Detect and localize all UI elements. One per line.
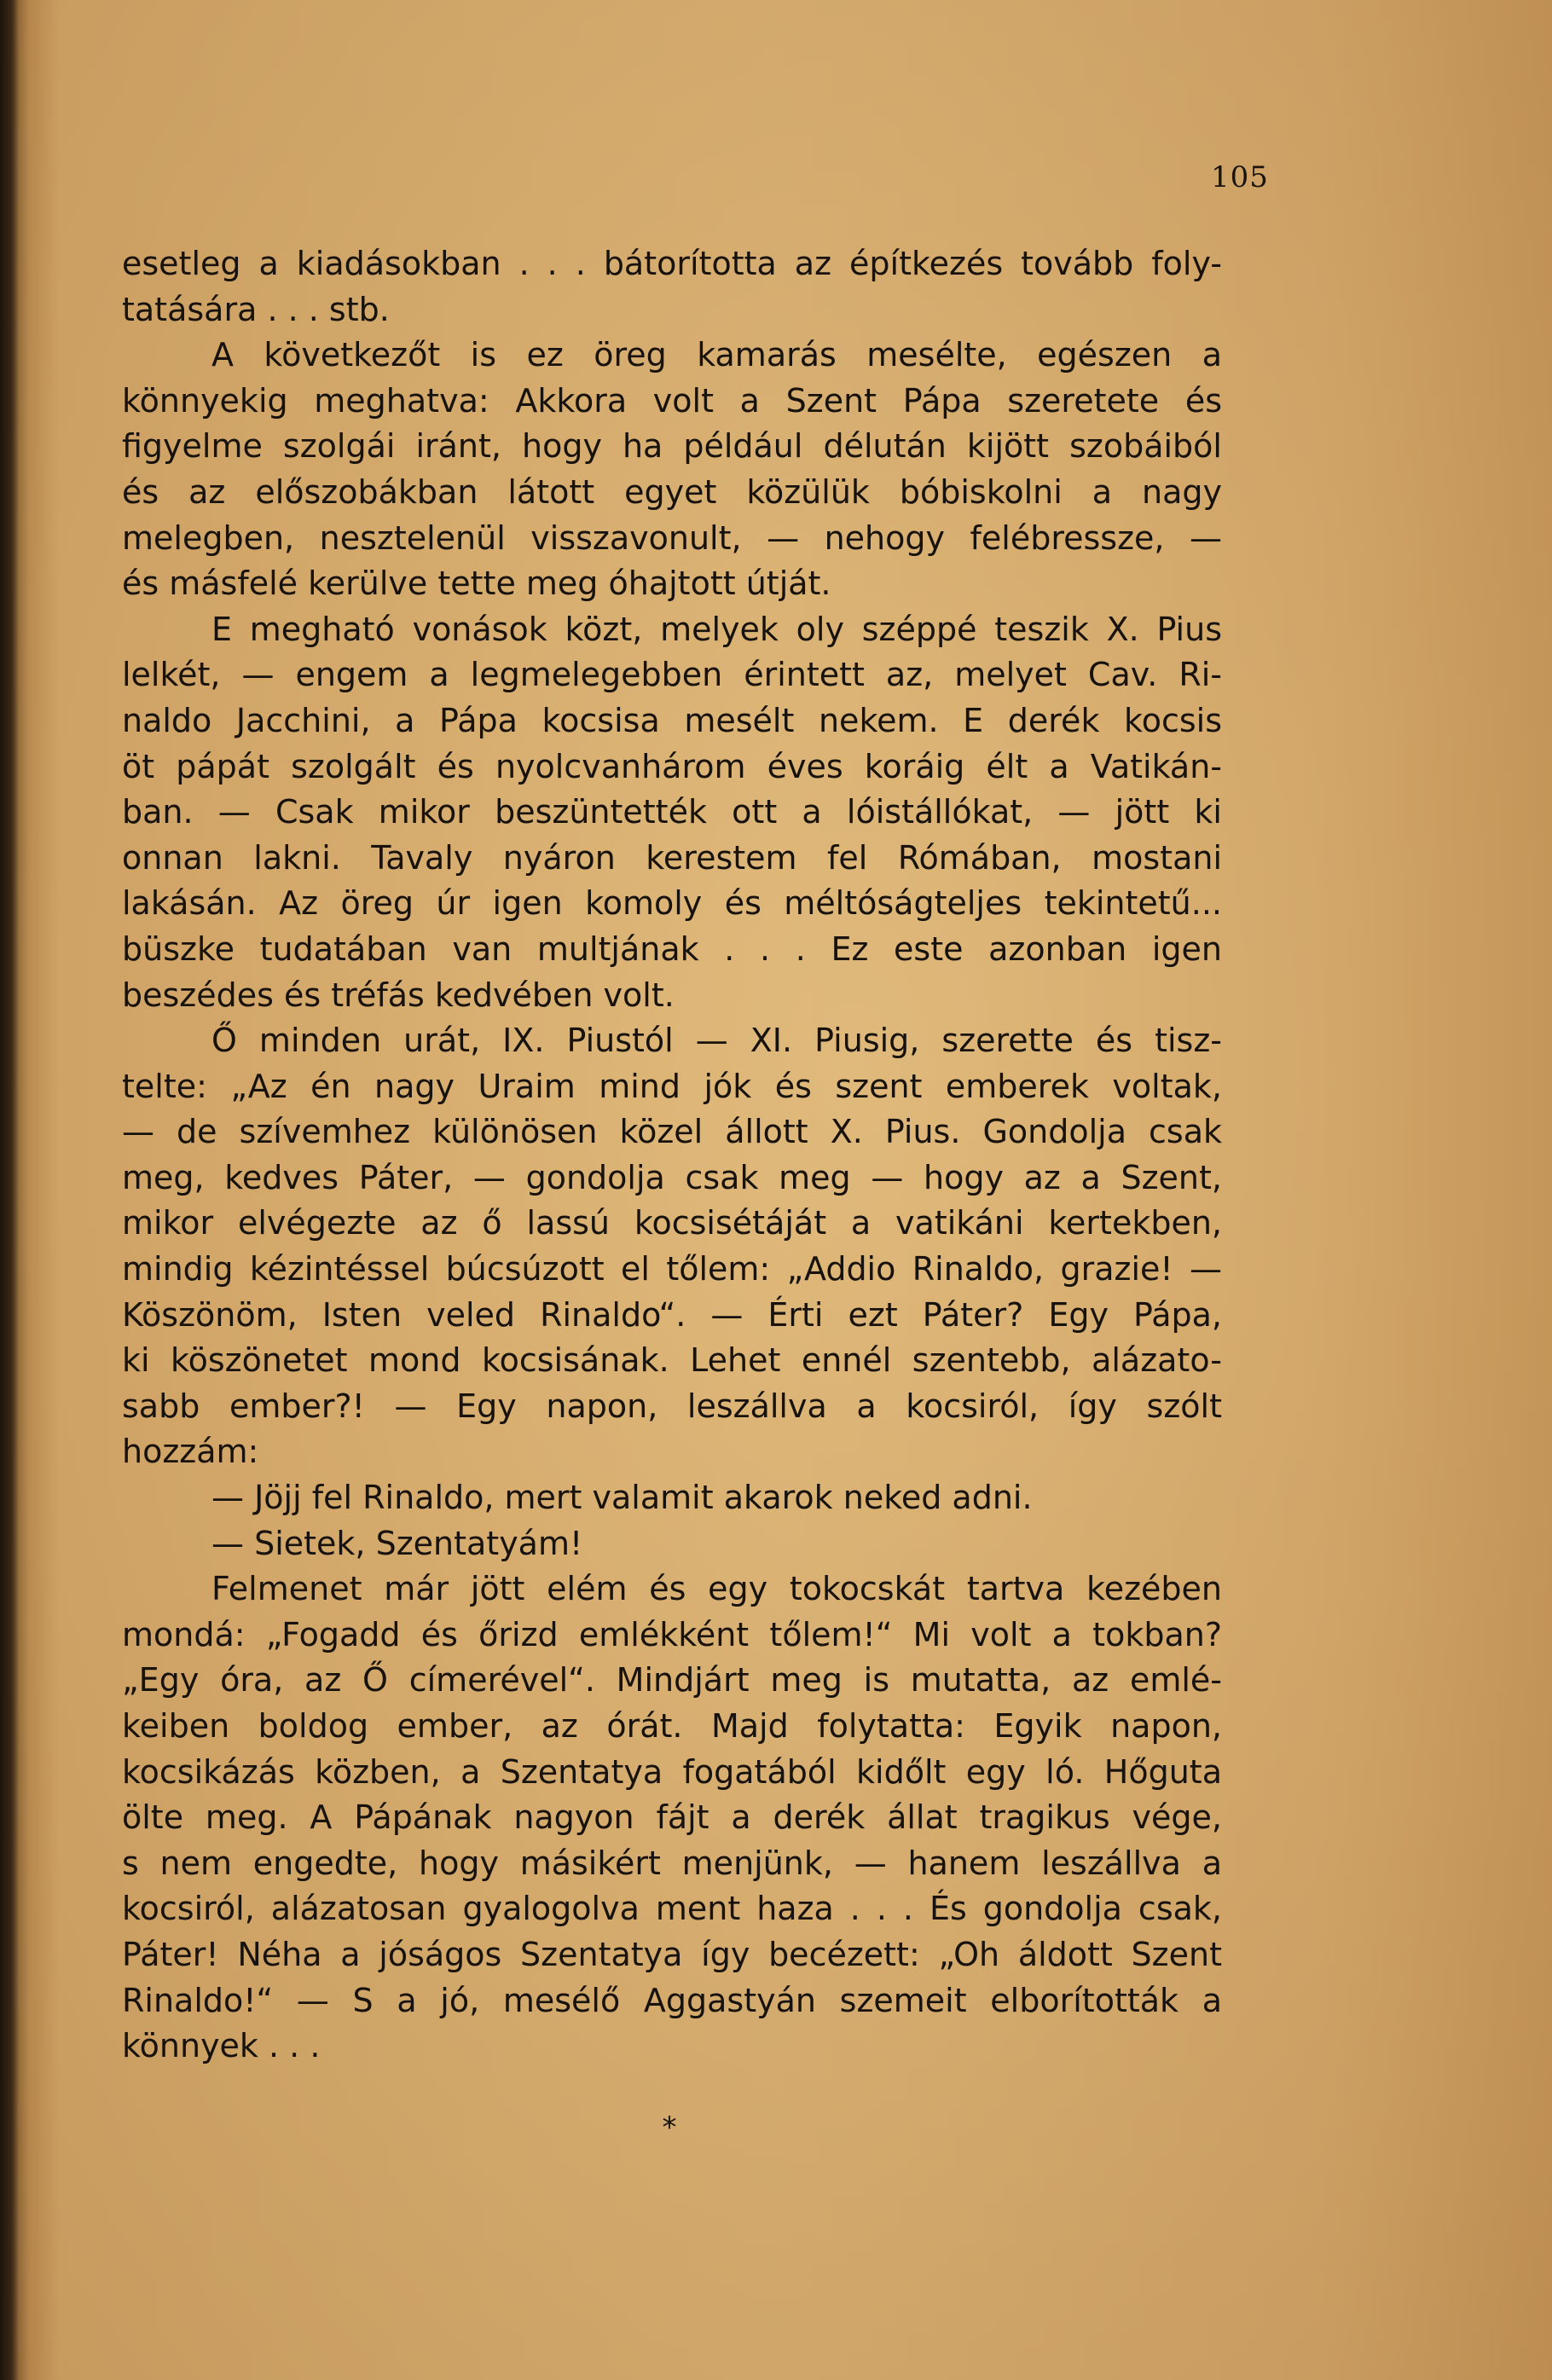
text-line: ölte meg. A Pápának nagyon fájt a derék állat tragikus vége, [122, 1798, 1222, 1837]
text-line: ki köszönetet mond kocsisának. Lehet ennél szentebb, alázato- [122, 1341, 1222, 1380]
text-line: könnyekig meghatva: Akkora volt a Szent Pápa szeretete és [122, 381, 1222, 420]
text-line: és másfelé kerülve tette meg óhajtott útját. [122, 565, 831, 603]
text-line: naldo Jacchini, a Pápa kocsisa mesélt nekem. E derék kocsis [122, 701, 1222, 739]
book-spine-shadow [0, 0, 19, 2380]
text-line: és az előszobákban látott egyet közülük bóbiskolni a nagy [122, 472, 1222, 511]
text-line: mikor elvégezte az ő lassú kocsisétáját a vatikáni kertekben, [122, 1204, 1222, 1242]
text-line: sabb ember?! — Egy napon, leszállva a kocsiról, így szólt [122, 1387, 1222, 1425]
text-line: s nem engedte, hogy másikért menjünk, — hanem leszállva a [122, 1844, 1222, 1882]
text-line: figyelme szolgái iránt, hogy ha például délután kijött szobáiból [122, 427, 1222, 466]
text-line: Páter! Néha a jóságos Szentatya így becézett: „Oh áldott Szent [122, 1935, 1222, 1973]
text-line: Felmenet már jött elém és egy tokocskát tartva kezében [211, 1570, 1222, 1608]
text-line: melegben, nesztelenül visszavonult, — nehogy felébressze, — [122, 518, 1222, 557]
text-line: kocsikázás közben, a Szentatya fogatából kidőlt egy ló. Hőguta [122, 1752, 1222, 1791]
text-line: onnan lakni. Tavaly nyáron kerestem fel Rómában, mostani [122, 838, 1222, 877]
section-separator: * [662, 2111, 677, 2145]
text-line: keiben boldog ember, az órát. Majd folytatta: Egyik napon, [122, 1707, 1222, 1745]
text-line: ban. — Csak mikor beszüntették ott a lóistállókat, — jött ki [122, 793, 1222, 831]
text-line: — Jöjj fel Rinaldo, mert valamit akarok neked adni. [211, 1479, 1033, 1517]
text-line: lakásán. Az öreg úr igen komoly és méltóságteljes tekintetű... [122, 884, 1222, 923]
text-line: Ő minden urát, IX. Piustól — XI. Piusig, szerette és tisz- [211, 1022, 1222, 1060]
text-line: esetleg a kiadásokban . . . bátorította az építkezés tovább foly- [122, 245, 1222, 282]
text-line: mondá: „Fogadd és őrizd emlékként tőlem!“ Mi volt a tokban? [122, 1615, 1222, 1653]
text-line: A következőt is ez öreg kamarás mesélte, egészen a [211, 336, 1222, 374]
text-line: lelkét, — engem a legmelegebben érintett az, melyet Cav. Ri- [122, 656, 1222, 694]
text-line: E megható vonások közt, melyek oly széppé teszik X. Pius [211, 610, 1222, 648]
text-line: meg, kedves Páter, — gondolja csak meg — hogy az a Szent, [122, 1158, 1222, 1196]
text-line: könnyek . . . [122, 2027, 321, 2065]
text-line: — de szívemhez különösen közel állott X. Pius. Gondolja csak [122, 1113, 1222, 1151]
page-number: 105 [1211, 160, 1269, 194]
text-line: kocsiról, alázatosan gyalogolva ment haza . . . És gondolja csak, [122, 1890, 1222, 1928]
text-line: tatására . . . stb. [122, 290, 390, 328]
text-line: telte: „Az én nagy Uraim mind jók és szent emberek voltak, [122, 1067, 1222, 1105]
body-text [122, 241, 1222, 2070]
text-line: Rinaldo!“ — S a jó, mesélő Aggastyán szemeit elborították a [122, 1981, 1222, 2019]
text-line: „Egy óra, az Ő címerével“. Mindjárt meg is mutatta, az emlé- [122, 1661, 1222, 1700]
text-line: öt pápát szolgált és nyolcvanhárom éves koráig élt a Vatikán- [122, 747, 1222, 785]
text-line: büszke tudatában van multjának . . . Ez este azonban igen [122, 929, 1222, 968]
text-line: — Sietek, Szentatyám! [211, 1524, 583, 1562]
text-line: beszédes és tréfás kedvében volt. [122, 976, 675, 1014]
text-line: hozzám: [122, 1433, 259, 1471]
text-line: Köszönöm, Isten veled Rinaldo“. — Érti ezt Páter? Egy Pápa, [122, 1295, 1222, 1334]
text-line: mindig kézintéssel búcsúzott el tőlem: „Addio Rinaldo, grazie! — [122, 1250, 1222, 1288]
